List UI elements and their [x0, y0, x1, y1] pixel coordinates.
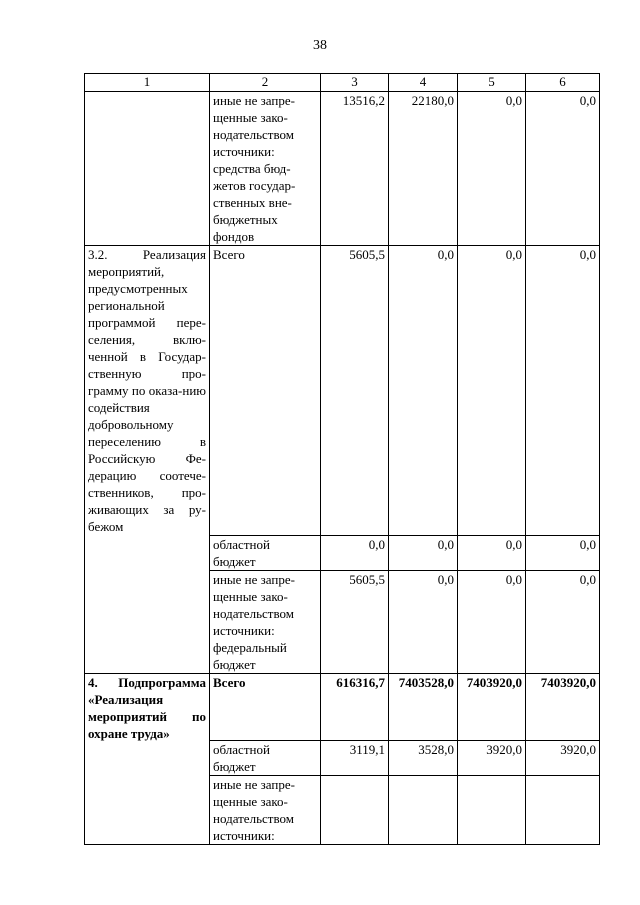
header-cell: 2	[210, 74, 321, 92]
value-cell: 3528,0	[389, 741, 458, 776]
header-cell: 5	[458, 74, 526, 92]
value-cell: 0,0	[526, 246, 600, 536]
value-cell: 0,0	[321, 536, 389, 571]
table-row	[85, 674, 600, 741]
source-cell: областной бюджет	[210, 741, 321, 776]
header-cell: 6	[526, 74, 600, 92]
value-cell: 13516,2	[321, 92, 389, 246]
table-header-row	[85, 74, 600, 92]
value-cell: 5605,5	[321, 571, 389, 674]
value-cell-empty	[458, 776, 526, 845]
value-cell: 7403920,0	[526, 674, 600, 741]
value-cell: 3119,1	[321, 741, 389, 776]
budget-table	[84, 73, 600, 845]
subprogram-name-cell: 4. Подпрограмма «Реализация мероприятий по охране труда»	[85, 674, 210, 845]
table-row	[85, 92, 600, 246]
page-number: 38	[313, 38, 327, 53]
header-cell: 4	[389, 74, 458, 92]
table-row	[85, 246, 600, 536]
value-cell: 0,0	[389, 571, 458, 674]
value-cell: 7403920,0	[458, 674, 526, 741]
value-cell: 0,0	[389, 246, 458, 536]
source-cell: Всего	[210, 674, 321, 741]
name-cell-empty	[85, 92, 210, 246]
value-cell: 7403528,0	[389, 674, 458, 741]
value-cell: 0,0	[389, 536, 458, 571]
value-cell: 3920,0	[458, 741, 526, 776]
measure-name-cell: 3.2. Реализация мероприятий, предусмотренных региональной программой пере-селения, вклю-ченной в Государ-ственную про-грамму по оказа-нию содействия добровольному переселению в Российскую Фе-дерацию соотече-ственников, про-живающих за ру-бежом	[85, 246, 210, 674]
value-cell: 0,0	[458, 536, 526, 571]
source-cell: иные не запре- щенные зако- нодательством источники: средства бюд- жетов государ- ственных вне- бюджетных фондов	[210, 92, 321, 246]
value-cell: 0,0	[526, 92, 600, 246]
source-cell: иные не запре- щенные зако- нодательством источники: федеральный бюджет	[210, 571, 321, 674]
source-cell: областной бюджет	[210, 536, 321, 571]
value-cell: 0,0	[526, 571, 600, 674]
value-cell: 3920,0	[526, 741, 600, 776]
header-cell: 1	[85, 74, 210, 92]
value-cell: 0,0	[458, 571, 526, 674]
source-cell: иные не запре- щенные зако- нодательством источники:	[210, 776, 321, 845]
value-cell: 616316,7	[321, 674, 389, 741]
value-cell-empty	[526, 776, 600, 845]
value-cell: 0,0	[458, 92, 526, 246]
value-cell: 5605,5	[321, 246, 389, 536]
value-cell-empty	[321, 776, 389, 845]
value-cell-empty	[389, 776, 458, 845]
value-cell: 22180,0	[389, 92, 458, 246]
source-cell: Всего	[210, 246, 321, 536]
header-cell: 3	[321, 74, 389, 92]
value-cell: 0,0	[458, 246, 526, 536]
value-cell: 0,0	[526, 536, 600, 571]
